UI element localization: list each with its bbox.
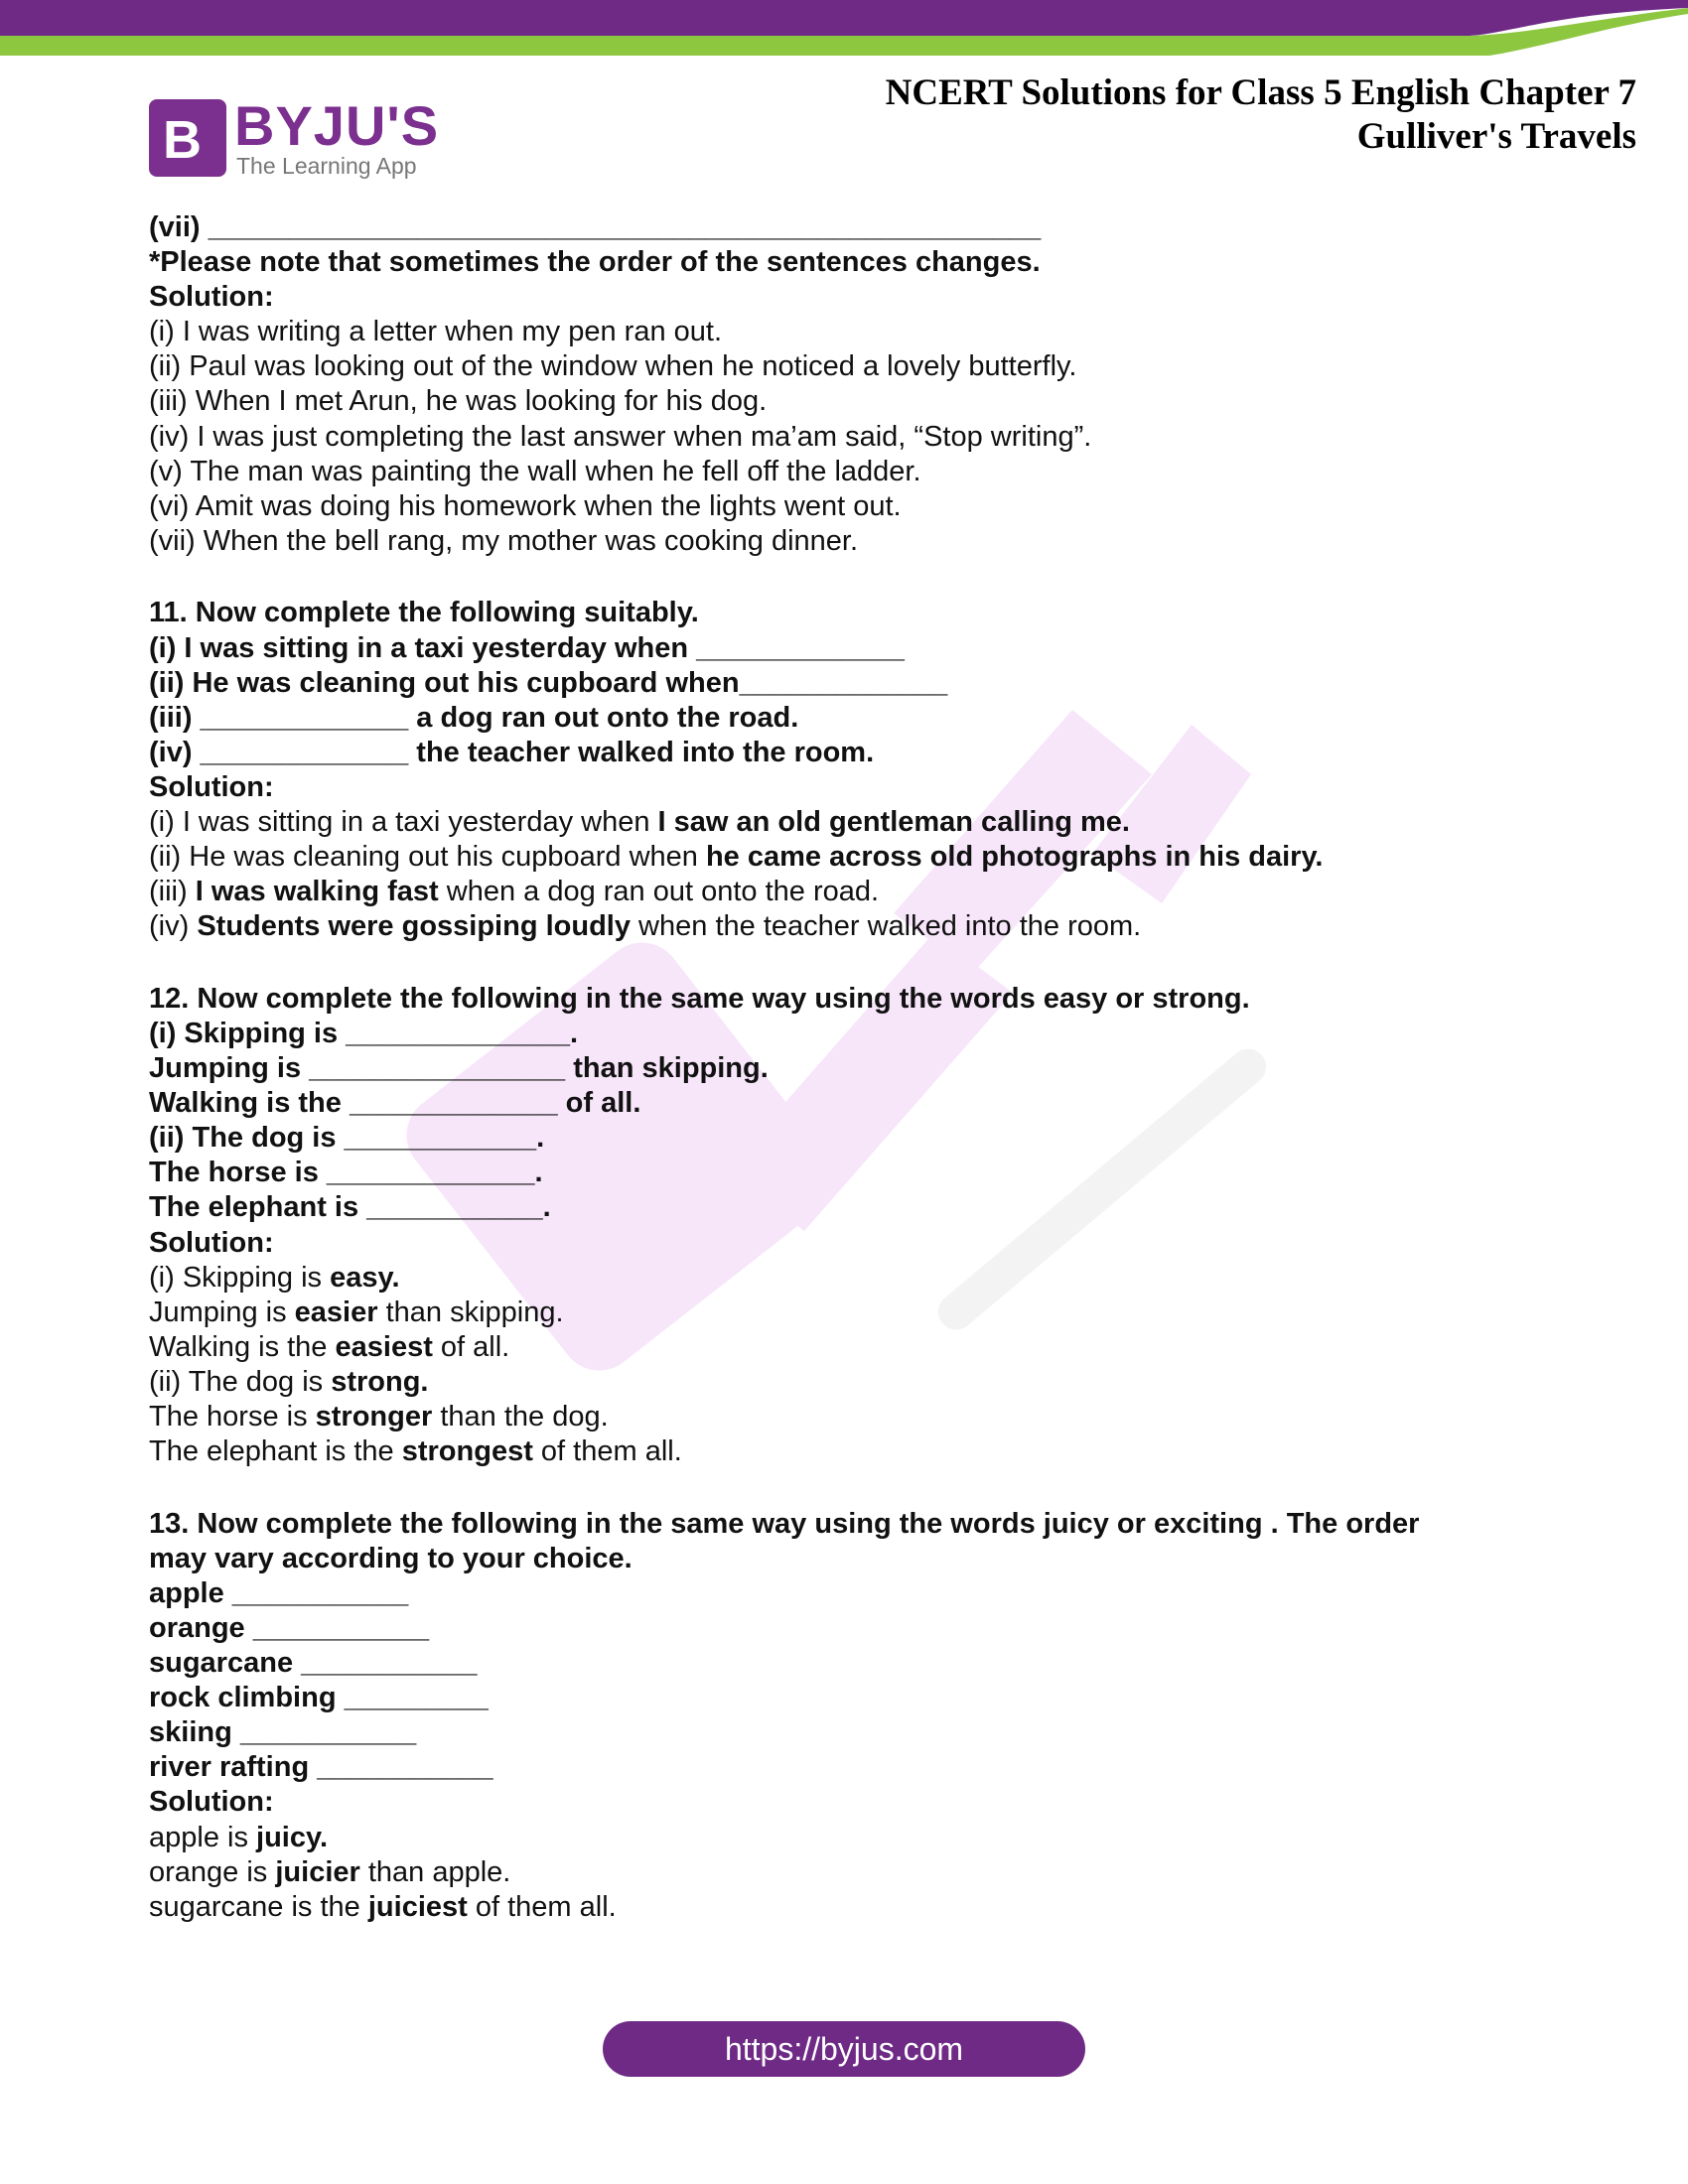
solution-line: apple is juicy. (149, 1821, 329, 1853)
question-item: The horse is _____________. (149, 1157, 543, 1189)
solution-line: (iv) Students were gossiping loudly when the teacher walked into the room. (149, 910, 1142, 943)
byjus-logo (149, 94, 447, 181)
footer-url[interactable]: https://byjus.com (724, 2031, 964, 2067)
top-banner (0, 0, 1688, 62)
solution-line: (i) I was sitting in a taxi yesterday when I saw an old gentleman calling me. (149, 806, 1130, 838)
question-item: (i) I was sitting in a taxi yesterday when _____________ (149, 631, 905, 664)
page-header (886, 71, 1636, 159)
solution-line: (iii) I was walking fast when a dog ran out onto the road. (149, 876, 880, 908)
question-item: The elephant is ___________. (149, 1191, 551, 1224)
solution-line: (ii) The dog is strong. (149, 1365, 429, 1398)
solution-line: (v) The man was painting the wall when he fell off the ladder. (149, 455, 921, 487)
question-item: skiing ___________ (149, 1716, 417, 1749)
logo-name: BYJU'S (234, 94, 440, 157)
solution-line: (i) Skipping is easy. (149, 1261, 400, 1294)
question-item: Walking is the _____________ of all. (149, 1087, 641, 1120)
question-13-title: 13. Now complete the following in the same way using the words juicy or exciting . The order (149, 1507, 1420, 1540)
solution-line: (ii) Paul was looking out of the window when he noticed a lovely butterfly. (149, 350, 1077, 383)
solution-line: Walking is the easiest of all. (149, 1330, 510, 1363)
logo-mark: B (149, 99, 226, 177)
question-12-title: 12. Now complete the following in the same way using the words easy or strong. (149, 982, 1250, 1015)
question-item: sugarcane ___________ (149, 1647, 478, 1680)
question-11-title: 11. Now complete the following suitably. (149, 597, 699, 629)
footer-link-button[interactable] (603, 2021, 1085, 2077)
solution-label: Solution: (149, 770, 274, 803)
question-item: (iii) _____________ a dog ran out onto the road. (149, 701, 799, 734)
solution-line: The elephant is the strongest of them all. (149, 1435, 682, 1468)
solution-line: sugarcane is the juiciest of them all. (149, 1890, 617, 1923)
question-item: river rafting ___________ (149, 1751, 493, 1784)
question-blank-vii: (vii) ____________________________________________________ (149, 211, 1042, 243)
question-item: apple ___________ (149, 1576, 409, 1609)
solution-line: (iii) When I met Arun, he was looking for his dog. (149, 385, 768, 418)
question-item: (i) Skipping is ______________. (149, 1017, 579, 1049)
question-item: rock climbing _________ (149, 1682, 489, 1714)
solution-line: (vii) When the bell rang, my mother was cooking dinner. (149, 524, 859, 557)
solution-label: Solution: (149, 1226, 274, 1259)
header-subtitle: Gulliver's Travels (1356, 116, 1636, 157)
solution-line: (i) I was writing a letter when my pen ran out. (149, 316, 723, 348)
question-item: Jumping is ________________ than skipping. (149, 1052, 769, 1085)
question-item: orange ___________ (149, 1611, 430, 1644)
question-item: (iv) _____________ the teacher walked into the room. (149, 736, 875, 768)
solution-line: (vi) Amit was doing his homework when the lights went out. (149, 489, 902, 522)
header-title: NCERT Solutions for Class 5 English Chapter 7 (885, 72, 1636, 113)
question-13-title-cont: may vary according to your choice. (149, 1542, 633, 1574)
solution-line: orange is juicier than apple. (149, 1855, 511, 1888)
solution-label: Solution: (149, 1786, 274, 1819)
solution-line: (ii) He was cleaning out his cupboard when he came across old photographs in his dairy. (149, 841, 1324, 874)
solution-label: Solution: (149, 281, 274, 314)
question-item: (ii) The dog is ____________. (149, 1122, 545, 1155)
solution-line: (iv) I was just completing the last answer when ma’am said, “Stop writing”. (149, 420, 1092, 453)
logo-tagline: The Learning App (236, 153, 417, 179)
note-text: *Please note that sometimes the order of the sentences changes. (149, 246, 1041, 279)
solution-line: Jumping is easier than skipping. (149, 1296, 564, 1328)
solution-line: The horse is stronger than the dog. (149, 1401, 609, 1433)
document-body (149, 210, 1519, 1925)
question-item: (ii) He was cleaning out his cupboard when_____________ (149, 666, 948, 699)
